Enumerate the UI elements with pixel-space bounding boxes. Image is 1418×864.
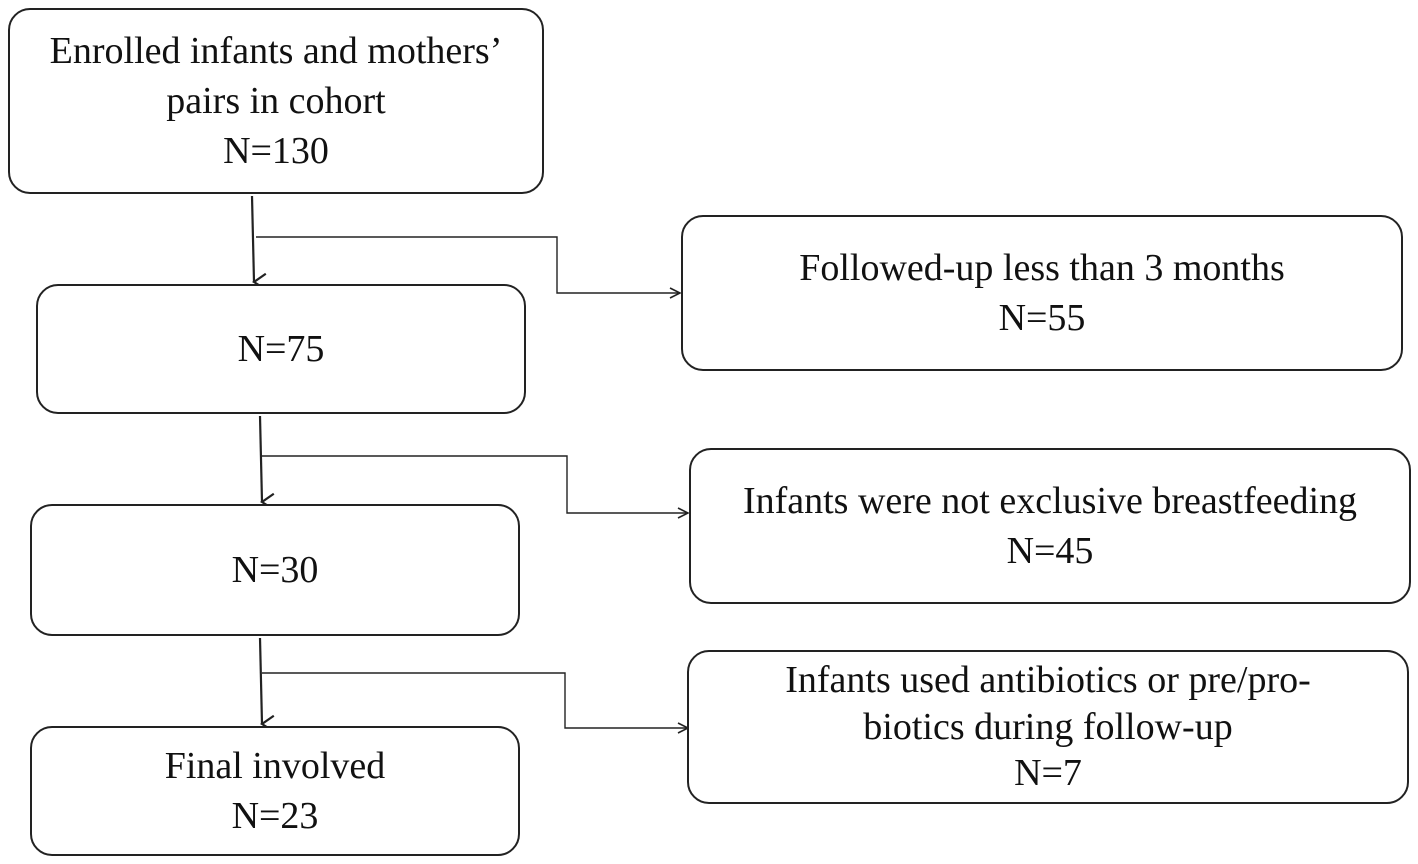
stage-2-box bbox=[36, 284, 526, 414]
breastfeeding-exclusion-box bbox=[689, 448, 1411, 604]
enrolled-count: N=130 bbox=[223, 130, 329, 173]
followup-label: Followed-up less than 3 months bbox=[799, 246, 1285, 289]
antibiotics-count: N=7 bbox=[1014, 752, 1082, 795]
antibiotics-exclusion-box bbox=[687, 650, 1409, 804]
breastfeeding-label: Infants were not exclusive breastfeeding bbox=[742, 479, 1358, 522]
breastfeeding-count: N=45 bbox=[1006, 530, 1094, 572]
final-count: N=23 bbox=[231, 795, 319, 837]
followup-exclusion-box bbox=[681, 215, 1403, 371]
stage-2-count: N=75 bbox=[237, 327, 325, 370]
followup-count: N=55 bbox=[998, 297, 1086, 339]
stage-3-box bbox=[30, 504, 520, 636]
enrolled-line-1: Enrolled infants and mothers’ bbox=[49, 29, 503, 72]
enrolled-box bbox=[8, 8, 544, 194]
arrow-enrolled-to-n75 bbox=[252, 196, 254, 282]
branch-antibiotics-exclusion bbox=[262, 673, 688, 728]
antibiotics-label-line-1: Infants used antibiotics or pre/pro- bbox=[785, 659, 1311, 702]
enrolled-line-2: pairs in cohort bbox=[166, 79, 386, 122]
antibiotics-label-line-2: biotics during follow-up bbox=[863, 705, 1233, 748]
final-box bbox=[30, 726, 520, 856]
arrow-n30-to-final bbox=[260, 638, 262, 724]
final-label: Final involved bbox=[164, 744, 386, 787]
arrow-n75-to-n30 bbox=[260, 416, 262, 502]
stage-3-count: N=30 bbox=[231, 548, 319, 591]
